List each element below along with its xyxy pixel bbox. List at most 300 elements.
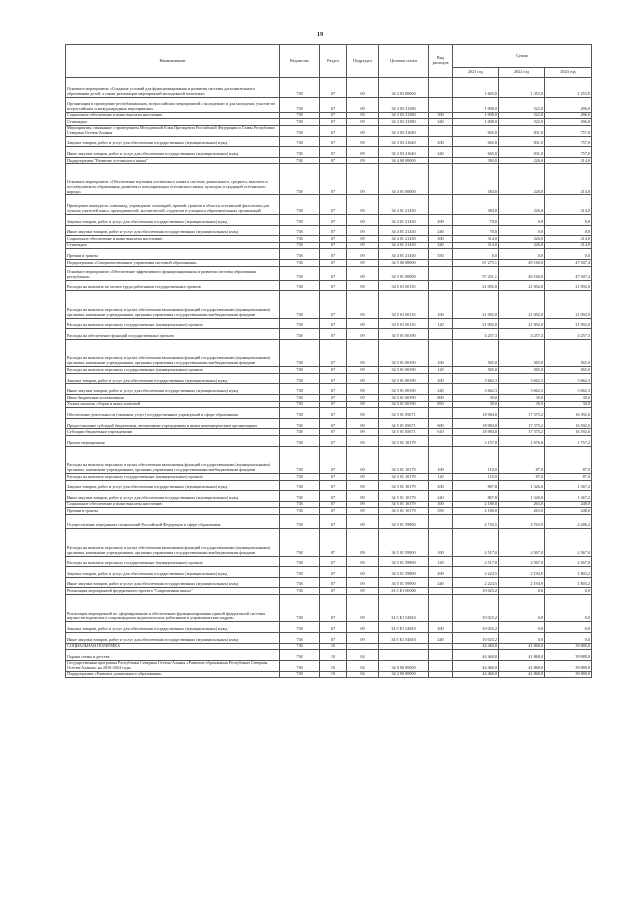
row-sum-2023: 39 880,0	[545, 643, 592, 650]
row-expense-type: 240	[429, 491, 453, 502]
row-sum-2021: 0,0	[453, 249, 499, 260]
row-sum-2023: 16 592,0	[545, 429, 592, 436]
row-name: Социальное обеспечение и иные выплаты населению	[66, 236, 280, 243]
row-target-article: 34 5 01 00190	[379, 367, 429, 374]
row-razdel: 07	[320, 384, 347, 395]
row-razdel: 07	[320, 329, 347, 340]
row-expense-type: 240	[429, 577, 453, 588]
row-name: Осуществление переданных полномочий Российской Федерации в сфере образования	[66, 514, 280, 528]
row-expense-type	[429, 660, 453, 671]
row-name: Расходы на выплаты персоналу государственных (муниципальных) органов	[66, 474, 280, 481]
row-expense-type: 100	[429, 446, 453, 473]
row-vedomstvo: 738	[280, 291, 320, 318]
row-vedomstvo: 738	[280, 318, 320, 329]
row-podrazdel: 09	[347, 401, 379, 408]
row-sum-2021: 110,0	[453, 446, 499, 473]
row-sum-2023: 496,0	[545, 97, 592, 112]
table-row	[66, 474, 592, 481]
row-target-article: 34 4 01 21430	[379, 236, 429, 243]
row-expense-type: 340	[429, 119, 453, 126]
row-sum-2023: 21 092,0	[545, 280, 592, 291]
row-podrazdel: 09	[347, 556, 379, 567]
row-vedomstvo: 738	[280, 225, 320, 236]
row-sum-2023: 39 880,0	[545, 660, 592, 671]
row-sum-2022: 87,0	[499, 446, 545, 473]
row-podrazdel: 09	[347, 339, 379, 366]
row-sum-2023: 565,0	[545, 367, 592, 374]
row-vedomstvo: 738	[280, 395, 320, 402]
row-expense-type	[429, 266, 453, 280]
row-sum-2023: 30,0	[545, 395, 592, 402]
table-row	[66, 408, 592, 419]
table-row	[66, 650, 592, 661]
table-row	[66, 508, 592, 515]
row-target-article: 34 5 01 00110	[379, 291, 429, 318]
row-sum-2021: 3 157,8	[453, 436, 499, 447]
row-name: Закупка товаров, работ и услуг для обеспечения государственных (муниципальных) нужд	[66, 480, 280, 491]
row-name: Закупка товаров, работ и услуг для обеспечения государственных (муниципальных) нужд	[66, 136, 280, 147]
row-target-article	[379, 643, 429, 650]
row-sum-2021: 70,0	[453, 225, 499, 236]
row-sum-2021: 1 000,0	[453, 97, 499, 112]
row-sum-2023: 1 803,2	[545, 567, 592, 578]
row-sum-2023: 0,0	[545, 588, 592, 595]
row-podrazdel	[347, 643, 379, 650]
row-expense-type: 240	[429, 147, 453, 158]
row-sum-2022: 226,0	[499, 242, 545, 249]
row-target-article: 34 5 01 00190	[379, 329, 429, 340]
row-razdel: 07	[320, 280, 347, 291]
row-name: Основное мероприятие «Обеспечение изучения осетинского языка в системе дошкольного, среднего, высшего и послевузовского образования, развития и популяризации осетинского языка, культуры и традиций осетинского народа»	[66, 164, 280, 195]
row-vedomstvo: 738	[280, 446, 320, 473]
row-razdel: 07	[320, 136, 347, 147]
row-razdel: 07	[320, 401, 347, 408]
row-razdel: 07	[320, 78, 347, 98]
row-expense-type: 120	[429, 474, 453, 481]
row-sum-2021: 110,0	[453, 474, 499, 481]
row-sum-2022: 2 567,0	[499, 529, 545, 556]
row-vedomstvo: 738	[280, 556, 320, 567]
row-target-article: 34 5 01 00190	[379, 395, 429, 402]
row-vedomstvo: 738	[280, 384, 320, 395]
row-sum-2022: 41 868,0	[499, 650, 545, 661]
row-sum-2021: 67 275,1	[453, 259, 499, 266]
row-vedomstvo: 738	[280, 660, 320, 671]
row-podrazdel: 09	[347, 508, 379, 515]
header-podrazdel: Подраздел	[347, 45, 379, 78]
row-sum-2021: 314,0	[453, 236, 499, 243]
row-name: Уплата налогов, сборов и иных платежей	[66, 401, 280, 408]
row-vedomstvo: 738	[280, 643, 320, 650]
row-podrazdel: 09	[347, 195, 379, 215]
row-sum-2022: 0,0	[499, 214, 545, 225]
row-name: Закупка товаров, работ и услуг для обеспечения государственных (муниципальных) нужд	[66, 214, 280, 225]
row-razdel: 07	[320, 225, 347, 236]
row-podrazdel: 09	[347, 136, 379, 147]
row-expense-type	[429, 594, 453, 621]
row-podrazdel: 09	[347, 436, 379, 447]
table-row	[66, 501, 592, 508]
row-razdel: 07	[320, 249, 347, 260]
row-name: Расходы на выплаты персоналу в целях обеспечения выполнения функций государственными (муниципальными) органами, казенными учреждениями, органами управления государственными внебюджетными фондами	[66, 291, 280, 318]
row-podrazdel: 09	[347, 395, 379, 402]
row-razdel: 07	[320, 125, 347, 136]
row-razdel: 07	[320, 501, 347, 508]
row-podrazdel: 09	[347, 408, 379, 419]
row-sum-2022: 226,0	[499, 164, 545, 195]
row-target-article: 34 5 01 00000	[379, 266, 429, 280]
row-target-article: 34 5 E1 54810	[379, 594, 429, 621]
row-name: Закупка товаров, работ и услуг для обеспечения государственных (муниципальных) нужд	[66, 622, 280, 633]
row-sum-2021: 30,0	[453, 401, 499, 408]
table-row	[66, 588, 592, 595]
row-vedomstvo: 738	[280, 280, 320, 291]
row-vedomstvo: 738	[280, 339, 320, 366]
row-sum-2022: 226,0	[499, 157, 545, 164]
row-sum-2023: 1 253,0	[545, 78, 592, 98]
row-podrazdel: 09	[347, 567, 379, 578]
row-podrazdel: 09	[347, 97, 379, 112]
row-name: Иные закупки товаров, работ и услуг для обеспечения государственных (муниципальных) нужд	[66, 384, 280, 395]
row-expense-type: 120	[429, 318, 453, 329]
row-sum-2021: 1 665,0	[453, 78, 499, 98]
row-vedomstvo: 738	[280, 259, 320, 266]
row-target-article: 34 4 00 00000	[379, 157, 429, 164]
row-sum-2022: 30,0	[499, 395, 545, 402]
row-vedomstvo: 738	[280, 214, 320, 225]
row-sum-2022: 3 662,3	[499, 384, 545, 395]
row-sum-2021: 665,0	[453, 136, 499, 147]
row-sum-2021: 44 460,0	[453, 650, 499, 661]
row-target-article: 34 5 E1 54810	[379, 632, 429, 643]
row-name: Социальное обеспечение и иные выплаты населению	[66, 112, 280, 119]
row-sum-2023: 47 947,4	[545, 259, 592, 266]
row-sum-2022: 0,0	[499, 249, 545, 260]
row-expense-type: 610	[429, 429, 453, 436]
row-sum-2021: 3 662,3	[453, 373, 499, 384]
row-vedomstvo: 738	[280, 671, 320, 678]
row-razdel: 07	[320, 508, 347, 515]
row-vedomstvo: 738	[280, 147, 320, 158]
row-vedomstvo: 738	[280, 429, 320, 436]
row-sum-2023: 2 567,0	[545, 529, 592, 556]
row-expense-type: 100	[429, 291, 453, 318]
row-sum-2022: 0,0	[499, 588, 545, 595]
table-row	[66, 236, 592, 243]
row-podrazdel: 09	[347, 329, 379, 340]
row-target-article: 34 5 01 10179	[379, 508, 429, 515]
table-row	[66, 632, 592, 643]
row-razdel: 07	[320, 195, 347, 215]
row-target-article: 34 3 03 21640	[379, 125, 429, 136]
row-vedomstvo: 738	[280, 401, 320, 408]
row-sum-2022: 1 326,6	[499, 480, 545, 491]
row-sum-2023: 21 092,0	[545, 318, 592, 329]
row-sum-2023: 1 757,2	[545, 436, 592, 447]
row-vedomstvo: 738	[280, 78, 320, 98]
row-expense-type: 240	[429, 632, 453, 643]
row-sum-2022: 263,0	[499, 501, 545, 508]
row-expense-type	[429, 436, 453, 447]
row-razdel: 10	[320, 671, 347, 678]
row-name: Основное мероприятие «Создание условий для функционирования и развития системы дополнительного образования детей, а также реализации мероприятий молодежной политики»	[66, 78, 280, 98]
header-razdel: Раздел	[320, 45, 347, 78]
row-razdel: 07	[320, 514, 347, 528]
table-row	[66, 291, 592, 318]
table-row	[66, 157, 592, 164]
row-razdel: 07	[320, 367, 347, 374]
row-sum-2022: 21 092,0	[499, 318, 545, 329]
row-sum-2023: 87,0	[545, 474, 592, 481]
row-razdel: 10	[320, 660, 347, 671]
row-razdel: 10	[320, 643, 347, 650]
row-expense-type: 200	[429, 622, 453, 633]
row-sum-2023: 248,0	[545, 501, 592, 508]
row-expense-type	[429, 329, 453, 340]
row-sum-2023: 565,0	[545, 339, 592, 366]
row-name: Стипендии	[66, 119, 280, 126]
row-vedomstvo: 738	[280, 436, 320, 447]
row-podrazdel: 09	[347, 78, 379, 98]
row-name: Подпрограмма «Развитие дошкольного образования»	[66, 671, 280, 678]
table-row	[66, 119, 592, 126]
row-podrazdel: 09	[347, 225, 379, 236]
row-podrazdel: 09	[347, 367, 379, 374]
row-target-article: 34 4 01 21430	[379, 195, 429, 215]
table-row	[66, 395, 592, 402]
row-name: Премии и гранты	[66, 508, 280, 515]
row-razdel: 07	[320, 112, 347, 119]
row-podrazdel: 04	[347, 650, 379, 661]
table-row	[66, 491, 592, 502]
row-target-article: 34 4 01 21430	[379, 242, 429, 249]
row-sum-2021: 21 092,0	[453, 318, 499, 329]
row-sum-2022: 831,0	[499, 147, 545, 158]
row-vedomstvo: 738	[280, 97, 320, 112]
row-target-article: 34 3 03 21640	[379, 147, 429, 158]
row-vedomstvo: 738	[280, 632, 320, 643]
row-sum-2023: 39 880,0	[545, 671, 592, 678]
row-vedomstvo: 738	[280, 650, 320, 661]
table-row	[66, 384, 592, 395]
row-name: Закупка товаров, работ и услуг для обеспечения государственных (муниципальных) нужд	[66, 567, 280, 578]
row-sum-2023: 87,0	[545, 446, 592, 473]
row-vedomstvo: 738	[280, 136, 320, 147]
row-podrazdel: 09	[347, 632, 379, 643]
row-name: Подпрограмма «Совершенствование управления системой образования»	[66, 259, 280, 266]
row-target-article: 34 5 01 00190	[379, 339, 429, 366]
row-target-article: 34 2 00 00000	[379, 671, 429, 678]
row-sum-2021: 44 460,0	[453, 660, 499, 671]
row-sum-2022: 3 662,3	[499, 373, 545, 384]
row-name: Прочие мероприятия	[66, 436, 280, 447]
table-row	[66, 446, 592, 473]
row-sum-2022: 522,0	[499, 112, 545, 119]
row-target-article: 34 5 01 59900	[379, 529, 429, 556]
row-target-article: 34 4 01 21430	[379, 249, 429, 260]
row-sum-2021: 314,0	[453, 242, 499, 249]
row-sum-2023: 757,0	[545, 147, 592, 158]
row-sum-2023: 496,0	[545, 112, 592, 119]
row-expense-type	[429, 280, 453, 291]
row-sum-2021: 70,0	[453, 214, 499, 225]
row-podrazdel: 09	[347, 280, 379, 291]
row-sum-2023: 248,0	[545, 508, 592, 515]
row-sum-2022: 1 353,0	[499, 78, 545, 98]
row-sum-2023: 39 880,0	[545, 650, 592, 661]
table-row	[66, 567, 592, 578]
row-target-article: 34 3 03 21580	[379, 119, 429, 126]
row-expense-type: 100	[429, 529, 453, 556]
row-podrazdel: 09	[347, 446, 379, 473]
row-target-article: 34 5 01 00190	[379, 384, 429, 395]
table-row	[66, 242, 592, 249]
row-sum-2023: 214,0	[545, 236, 592, 243]
table-row	[66, 339, 592, 366]
row-razdel: 07	[320, 291, 347, 318]
row-name: Иные закупки товаров, работ и услуг для обеспечения государственных (муниципальных) нужд	[66, 577, 280, 588]
row-target-article: 34 3 03 21580	[379, 97, 429, 112]
row-name: Обеспечение деятельности (оказание услуг) государственных учреждений в сфере образования	[66, 408, 280, 419]
row-sum-2021: 1 000,0	[453, 119, 499, 126]
row-name: Премии и гранты	[66, 249, 280, 260]
row-expense-type	[429, 671, 453, 678]
row-sum-2023: 757,0	[545, 136, 592, 147]
row-sum-2022: 226,0	[499, 236, 545, 243]
row-vedomstvo: 738	[280, 577, 320, 588]
row-razdel: 07	[320, 446, 347, 473]
row-name: Расходы на выплаты персоналу государственных (муниципальных) органов	[66, 556, 280, 567]
row-sum-2022: 565,0	[499, 339, 545, 366]
row-razdel: 10	[320, 650, 347, 661]
row-expense-type	[429, 97, 453, 112]
row-sum-2021: 18 984,0	[453, 418, 499, 429]
row-sum-2021: 565,0	[453, 339, 499, 366]
row-expense-type: 850	[429, 401, 453, 408]
row-target-article: 34 5 01 10179	[379, 501, 429, 508]
row-vedomstvo: 738	[280, 588, 320, 595]
row-vedomstvo: 738	[280, 157, 320, 164]
row-expense-type	[429, 195, 453, 215]
table-row	[66, 147, 592, 158]
row-sum-2021: 2 224,5	[453, 567, 499, 578]
row-target-article: 34 4 01 00000	[379, 164, 429, 195]
row-vedomstvo: 738	[280, 367, 320, 374]
row-target-article: 34 5 01 05671	[379, 429, 429, 436]
row-sum-2022: 2 194,9	[499, 577, 545, 588]
row-sum-2021: 30,0	[453, 395, 499, 402]
row-expense-type	[429, 643, 453, 650]
row-sum-2023: 0,0	[545, 249, 592, 260]
table-row	[66, 594, 592, 621]
row-vedomstvo: 738	[280, 508, 320, 515]
row-target-article: 34 3 03 21580	[379, 112, 429, 119]
row-expense-type	[429, 514, 453, 528]
row-razdel: 07	[320, 567, 347, 578]
row-podrazdel: 09	[347, 474, 379, 481]
table-row	[66, 671, 592, 678]
row-razdel: 07	[320, 157, 347, 164]
row-target-article: 34 5 01 10179	[379, 446, 429, 473]
table-row	[66, 529, 592, 556]
row-expense-type: 350	[429, 249, 453, 260]
table-row	[66, 125, 592, 136]
row-sum-2022: 21 092,0	[499, 280, 545, 291]
row-target-article: 34 4 01 21430	[379, 225, 429, 236]
row-target-article: 34 4 01 21430	[379, 214, 429, 225]
header-vedomstvo: Ведомство	[280, 45, 320, 78]
row-razdel: 07	[320, 119, 347, 126]
row-sum-2021: 44 460,0	[453, 671, 499, 678]
row-sum-2023: 47 947,4	[545, 266, 592, 280]
row-name: Подпрограмма "Развитие осетинского языка"	[66, 157, 280, 164]
row-name: Расходы на выплаты персоналу государственных (муниципальных) органов	[66, 318, 280, 329]
row-sum-2022: 2 567,0	[499, 556, 545, 567]
row-name: Реализация мероприятий по «формированию и обеспечению функционирования единой федеральной системы научно-методического сопровождения педагогических работников и управленческих кадров»	[66, 594, 280, 621]
table-row	[66, 367, 592, 374]
row-sum-2021: 1 000,0	[453, 112, 499, 119]
table-row	[66, 214, 592, 225]
row-vedomstvo: 738	[280, 418, 320, 429]
row-razdel: 07	[320, 429, 347, 436]
row-sum-2023: 0,0	[545, 214, 592, 225]
row-podrazdel: 09	[347, 157, 379, 164]
row-sum-2022: 17 375,2	[499, 408, 545, 419]
row-sum-2022: 49 160,0	[499, 266, 545, 280]
row-sum-2022: 2 194,9	[499, 567, 545, 578]
table-row	[66, 480, 592, 491]
row-sum-2023: 4 286,2	[545, 514, 592, 528]
row-name: Мероприятия, связанные с проведением Молодежной Елки Президента Российской Федерации и Главы Республики Северная Осетия-Алания	[66, 125, 280, 136]
row-razdel: 07	[320, 491, 347, 502]
row-name: Социальное обеспечение и иные выплаты населению	[66, 501, 280, 508]
table-row	[66, 249, 592, 260]
row-expense-type	[429, 125, 453, 136]
row-vedomstvo: 738	[280, 242, 320, 249]
row-sum-2021: 4 257,3	[453, 329, 499, 340]
table-row	[66, 401, 592, 408]
row-expense-type	[429, 157, 453, 164]
table-row	[66, 97, 592, 112]
row-sum-2023: 30,0	[545, 401, 592, 408]
row-podrazdel: 09	[347, 112, 379, 119]
row-sum-2022: 41 868,0	[499, 671, 545, 678]
row-name: Расходы на выплаты персоналу в целях обеспечения выполнения функций государственными (муниципальными) органами, казенными учреждениями, органами управления государственными внебюджетными фондами	[66, 529, 280, 556]
row-sum-2023: 214,0	[545, 164, 592, 195]
row-sum-2022: 41 868,0	[499, 660, 545, 671]
row-sum-2023: 496,0	[545, 119, 592, 126]
table-row	[66, 280, 592, 291]
row-podrazdel: 09	[347, 491, 379, 502]
row-name: Иные закупки товаров, работ и услуг для обеспечения государственных (муниципальных) нужд	[66, 225, 280, 236]
table-row	[66, 195, 592, 215]
row-expense-type: 800	[429, 395, 453, 402]
row-sum-2022: 565,0	[499, 367, 545, 374]
row-expense-type	[429, 259, 453, 266]
row-podrazdel: 09	[347, 514, 379, 528]
table-row	[66, 643, 592, 650]
row-vedomstvo: 738	[280, 236, 320, 243]
row-sum-2021: 10 023,2	[453, 622, 499, 633]
row-expense-type: 300	[429, 501, 453, 508]
row-sum-2023: 3 662,3	[545, 384, 592, 395]
row-razdel: 07	[320, 395, 347, 402]
row-target-article: 34 5 E1 54810	[379, 622, 429, 633]
row-name: Иные бюджетные ассигнования	[66, 395, 280, 402]
row-vedomstvo: 738	[280, 195, 320, 215]
row-vedomstvo: 738	[280, 164, 320, 195]
row-sum-2021: 44 460,0	[453, 643, 499, 650]
